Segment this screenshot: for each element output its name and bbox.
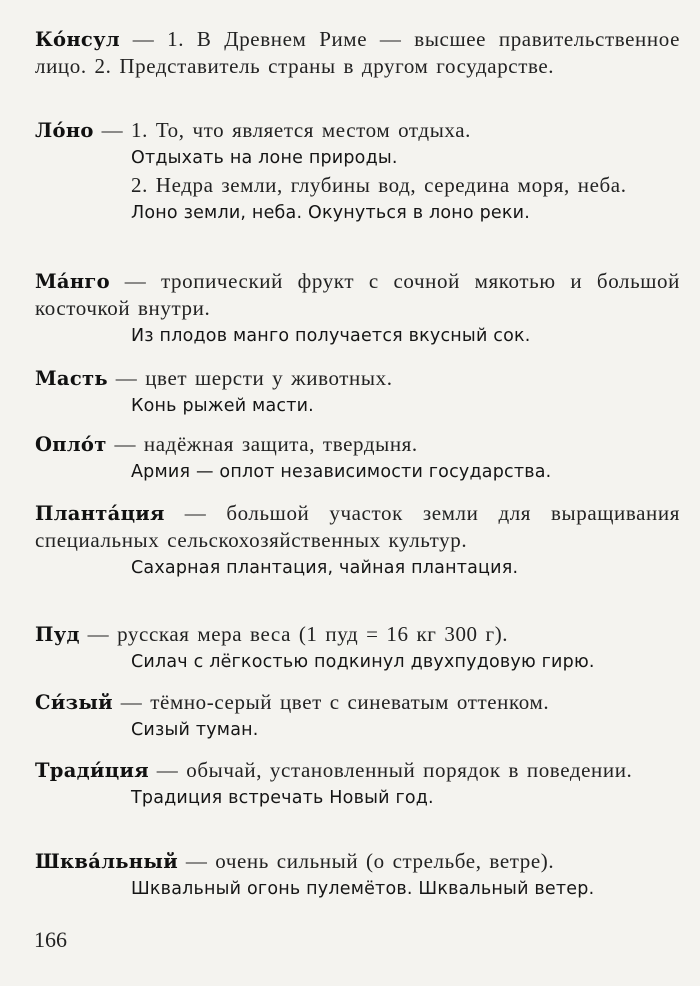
headword: Ло́но xyxy=(35,119,94,142)
definition xyxy=(35,757,680,784)
headword: Си́зый xyxy=(35,691,113,714)
definition xyxy=(35,365,680,392)
example: Лоно земли, неба. Окунуться в лоно реки. xyxy=(131,203,530,223)
example: Силач с лёгкостью подкинул двухпудовую гирю. xyxy=(131,652,595,672)
example: Традиция встречать Новый год. xyxy=(131,788,434,808)
headword: Пуд xyxy=(35,623,80,646)
definition-text: — цвет шерсти у животных. xyxy=(107,366,393,390)
definition xyxy=(35,689,680,716)
definition-text: — обычай, установленный порядок в поведении. xyxy=(148,758,633,782)
headword: Ко́нсул xyxy=(35,28,120,51)
example: Шквальный огонь пулемётов. Шквальный ветер. xyxy=(131,879,595,899)
example: Сизый туман. xyxy=(131,720,259,740)
entry-sizyy xyxy=(35,689,680,744)
definition-text: — большой участок земли для выращивания специальных сельскохозяйственных культур. xyxy=(35,501,680,552)
definition xyxy=(35,268,680,322)
definition-text: — русская мера веса (1 пуд = 16 кг 300 г). xyxy=(79,622,509,646)
definition xyxy=(35,117,680,144)
definition xyxy=(35,621,680,648)
example: Армия — оплот независимости государства. xyxy=(131,462,552,482)
entry-traditsiya xyxy=(35,757,680,812)
definition-text: — надёжная защита, твердыня. xyxy=(106,432,418,456)
entry-shkvalnyy xyxy=(35,848,680,903)
entry-lono xyxy=(35,117,680,227)
definition-text: — 1. То, что является местом отдыха. xyxy=(93,118,472,142)
entry-pud xyxy=(35,621,680,676)
entry-mast xyxy=(35,365,680,420)
page-number: 166 xyxy=(34,927,67,952)
definition xyxy=(35,26,680,80)
headword: Масть xyxy=(35,367,108,390)
headword: Шква́льный xyxy=(35,850,178,873)
headword: Ма́нго xyxy=(35,270,110,293)
headword: Планта́ция xyxy=(35,502,165,525)
example: Из плодов манго получается вкусный сок. xyxy=(131,326,531,346)
entry-oplot xyxy=(35,431,680,486)
definition xyxy=(35,431,680,458)
example: Отдыхать на лоне природы. xyxy=(131,148,398,168)
definition xyxy=(35,848,680,875)
definition-text: — 1. В Древнем Риме — высшее правительственное лицо. 2. Представитель страны в другом государстве. xyxy=(35,27,680,78)
example: Сахарная плантация, чайная плантация. xyxy=(131,558,519,578)
headword: Тради́ция xyxy=(35,759,149,782)
definition-sense-2: 2. Недра земли, глубины вод, середина моря, неба. xyxy=(131,173,627,197)
definition-text: — тёмно-серый цвет с синеватым оттенком. xyxy=(112,690,550,714)
definition xyxy=(35,500,680,554)
definition-text: — тропический фрукт с сочной мякотью и большой косточкой внутри. xyxy=(35,269,680,320)
entry-mango xyxy=(35,268,680,350)
definition-text: — очень сильный (о стрельбе, ветре). xyxy=(177,849,555,873)
headword: Опло́т xyxy=(35,433,107,456)
entry-plantatsiya xyxy=(35,500,680,582)
entry-konsul xyxy=(35,26,680,80)
example: Конь рыжей масти. xyxy=(131,396,314,416)
